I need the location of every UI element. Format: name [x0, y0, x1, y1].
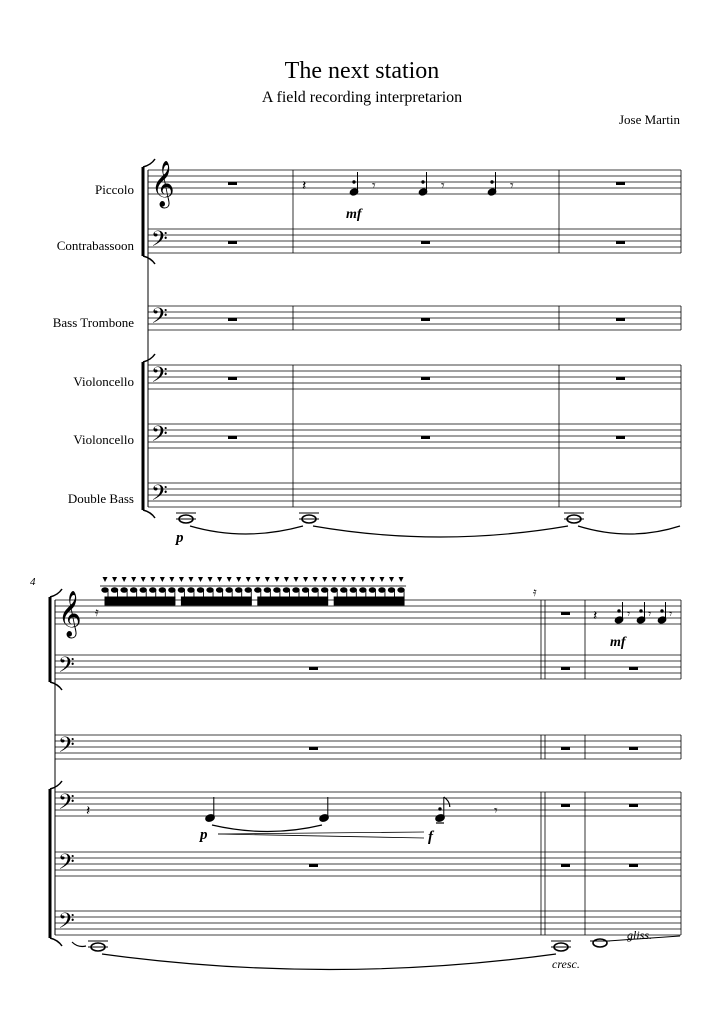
score-title: The next station: [284, 58, 440, 84]
note-head: [302, 588, 308, 593]
staff-bass-trombone: [148, 306, 681, 330]
instrument-label-bass-trombone: Bass Trombone: [52, 315, 134, 330]
beam: [105, 603, 175, 605]
note-head: [188, 588, 194, 593]
note-head: [274, 588, 280, 593]
note-head: [216, 588, 222, 593]
staccatissimo-mark: [294, 577, 299, 582]
staccatissimo-mark: [341, 577, 346, 582]
staccatissimo-mark: [122, 577, 127, 582]
staccatissimo-mark: [141, 577, 146, 582]
staff-violoncello-2: [55, 852, 681, 876]
bass-clef-icon: 𝄢: [58, 790, 75, 820]
svg-text:𝄾: 𝄾: [669, 607, 673, 621]
note-head: [130, 588, 136, 593]
note-head: [140, 588, 146, 593]
whole-rests-system-2: [309, 612, 638, 867]
staccatissimo-mark: [179, 577, 184, 582]
svg-text:𝄽: 𝄽: [302, 179, 307, 194]
note-head: [121, 588, 127, 593]
staccatissimo-mark: [103, 577, 108, 582]
score-subtitle: A field recording interpretarion: [261, 89, 463, 106]
svg-text:𝄾: 𝄾: [627, 607, 631, 621]
bass-clef-icon: 𝄢: [58, 909, 75, 939]
note-head: [169, 588, 175, 593]
staccatissimo-mark: [198, 577, 203, 582]
note-head: [159, 588, 165, 593]
staff-violoncello-2: [148, 424, 681, 448]
note-head: [293, 588, 299, 593]
note-head: [350, 588, 356, 593]
staff-piccolo: [148, 170, 681, 194]
staccatissimo-mark: [160, 577, 165, 582]
bass-clef-icon: 𝄢: [151, 422, 168, 452]
staccatissimo-mark: [236, 577, 241, 582]
note-head: [341, 588, 347, 593]
note-head: [360, 588, 366, 593]
staccatissimo-mark: [399, 577, 404, 582]
note-head: [264, 588, 270, 593]
note-head: [283, 588, 289, 593]
staccatissimo-mark: [303, 577, 308, 582]
staccatissimo-mark: [379, 577, 384, 582]
note-head: [111, 588, 117, 593]
note-head: [369, 588, 375, 593]
staccatissimo-mark: [265, 577, 270, 582]
note-head: [236, 588, 242, 593]
staff-double-bass: [55, 911, 681, 935]
dynamic-p: p: [176, 530, 184, 546]
instrument-label-double-bass: Double Bass: [67, 491, 134, 506]
violoncello-1-measure-4: [86, 797, 498, 838]
note-head: [245, 588, 251, 593]
bass-clef-icon: 𝄢: [58, 850, 75, 880]
whole-rests-system-1: [228, 182, 625, 439]
dynamic-mf: mf: [610, 635, 626, 650]
staccatissimo-mark: [274, 577, 279, 582]
double-bass-notes-system-1: [176, 513, 680, 537]
staccatissimo-mark: [284, 577, 289, 582]
instrument-label-violoncello-2: Violoncello: [73, 432, 134, 447]
composer-name: Jose Martin: [618, 112, 680, 127]
beam: [105, 600, 175, 602]
svg-text:𝄾: 𝄾: [441, 179, 445, 194]
beam: [181, 600, 251, 602]
instrument-label-piccolo: Piccolo: [95, 182, 134, 197]
piccolo-measure-6: [593, 602, 672, 624]
double-bass-notes-system-2: [72, 936, 680, 970]
rest-icon: 𝄿: [95, 605, 99, 619]
piccolo-32nd-run: [100, 577, 406, 605]
staccatissimo-mark: [227, 577, 232, 582]
staccatissimo-mark: [112, 577, 117, 582]
staff-violoncello-1: [148, 365, 681, 389]
bass-clef-icon: 𝄢: [58, 733, 75, 763]
staff-bass-trombone: [55, 735, 681, 759]
bass-clef-icon: 𝄢: [151, 304, 168, 334]
note-head: [207, 588, 213, 593]
staff-contrabassoon: [55, 655, 681, 679]
beam: [181, 603, 251, 605]
dynamic-p: p: [200, 827, 208, 843]
staccatissimo-mark: [246, 577, 251, 582]
staccatissimo-mark: [169, 577, 174, 582]
staccatissimo-mark: [208, 577, 213, 582]
note-head: [379, 588, 385, 593]
staccatissimo-mark: [370, 577, 375, 582]
bass-clef-icon: 𝄢: [151, 363, 168, 393]
svg-text:𝄾: 𝄾: [648, 607, 652, 621]
beam: [181, 597, 251, 599]
treble-clef-icon: 𝄞: [58, 591, 82, 637]
staff-violoncello-1: [55, 792, 681, 816]
staccatissimo-mark: [360, 577, 365, 582]
note-head: [388, 588, 394, 593]
system-2: [50, 589, 681, 946]
staccatissimo-mark: [389, 577, 394, 582]
rest-icon: 𝄿: [533, 585, 537, 599]
beam: [334, 597, 404, 599]
bass-clef-icon: 𝄢: [151, 227, 168, 257]
system-1: [143, 159, 681, 518]
instrument-label-contrabassoon: Contrabassoon: [56, 238, 134, 253]
beam: [105, 597, 175, 599]
instrument-label-violoncello-1: Violoncello: [73, 374, 134, 389]
staccatissimo-mark: [313, 577, 318, 582]
svg-text:𝄽: 𝄽: [86, 804, 91, 819]
svg-text:𝄽: 𝄽: [593, 609, 598, 624]
staccatissimo-mark: [322, 577, 327, 582]
svg-text:𝄾: 𝄾: [372, 179, 376, 194]
svg-text:𝄾: 𝄾: [494, 804, 498, 819]
staff-contrabassoon: [148, 229, 681, 253]
note-head: [398, 588, 404, 593]
beam: [334, 603, 404, 605]
note-head: [197, 588, 203, 593]
beam: [334, 600, 404, 602]
bass-clef-icon: 𝄢: [58, 653, 75, 683]
measure-number: 4: [30, 576, 36, 588]
note-head: [321, 588, 327, 593]
note-head: [150, 588, 156, 593]
treble-clef-icon: 𝄞: [151, 161, 175, 207]
note-head: [331, 588, 337, 593]
note-head: [178, 588, 184, 593]
note-head: [226, 588, 232, 593]
dynamic-f: f: [428, 829, 433, 845]
dynamic-mf: mf: [346, 207, 362, 222]
gliss-marking: gliss.: [627, 928, 653, 942]
note-head: [255, 588, 261, 593]
note-head: [102, 588, 108, 593]
staccatissimo-mark: [188, 577, 193, 582]
beam: [258, 597, 328, 599]
bass-clef-icon: 𝄢: [151, 481, 168, 511]
svg-text:𝄾: 𝄾: [510, 179, 514, 194]
note-head: [312, 588, 318, 593]
beam: [258, 600, 328, 602]
beam: [258, 603, 328, 605]
staccatissimo-mark: [332, 577, 337, 582]
staccatissimo-mark: [217, 577, 222, 582]
cresc-marking: cresc.: [552, 957, 580, 971]
staccatissimo-mark: [150, 577, 155, 582]
staccatissimo-mark: [255, 577, 260, 582]
staff-double-bass: [148, 483, 681, 507]
staccatissimo-mark: [351, 577, 356, 582]
staccatissimo-mark: [131, 577, 136, 582]
